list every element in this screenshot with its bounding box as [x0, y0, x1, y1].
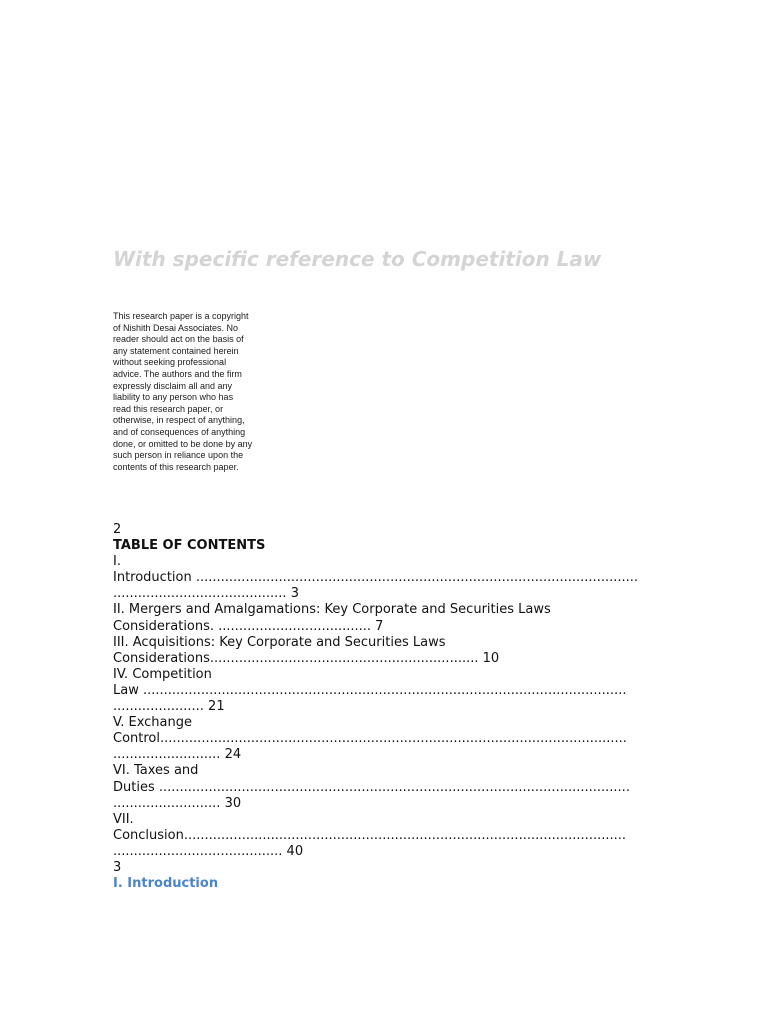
toc-line: III. Acquisitions: Key Corporate and Securities Laws	[113, 634, 446, 650]
toc-line: II. Mergers and Amalgamations: Key Corporate and Securities Laws	[113, 602, 551, 618]
toc-line: ...................... 21	[113, 699, 225, 715]
section-heading: I. Introduction	[113, 876, 219, 892]
toc-line: .......................................... 3	[113, 586, 299, 602]
page-number: 3	[113, 859, 122, 875]
page-number: 2	[113, 522, 122, 537]
toc-line: VI. Taxes and	[113, 763, 199, 779]
toc-line: Law .....................................................................................................................	[113, 682, 627, 698]
copyright-disclaimer: This research paper is a copyright of Nishith Desai Associates. No reader should act on the basis of any statement contained herein without seeking professional advice. The authors and the firm expressly disclaim all and any liability to any person who has read this research paper, or otherwise, in respect of anything, and of consequences of anything done, or omitted to be done by any such person in reliance upon the contents of this research paper.	[113, 311, 253, 472]
toc-line: I.	[113, 554, 121, 570]
toc-line: Duties ..................................................................................................................	[113, 779, 630, 795]
toc-line: V. Exchange	[113, 715, 193, 731]
toc-line: Introduction ...........................................................................................................	[113, 570, 639, 586]
toc-heading: TABLE OF CONTENTS	[113, 538, 266, 554]
toc-line: Considerations. ..................................... 7	[113, 618, 384, 634]
toc-line: IV. Competition	[113, 666, 212, 682]
toc-line: .......................... 30	[113, 795, 242, 811]
document-subtitle: With specific reference to Competition Law	[113, 247, 602, 271]
table-of-contents	[113, 522, 661, 892]
toc-line: .......................... 24	[113, 747, 242, 763]
toc-line: VII.	[113, 811, 134, 827]
toc-line: Conclusion...........................................................................................................	[113, 827, 627, 843]
toc-line: Considerations................................................................. 10	[113, 650, 500, 666]
toc-line: Control.................................................................................................................	[113, 731, 627, 747]
toc-line: ......................................... 40	[113, 843, 304, 859]
